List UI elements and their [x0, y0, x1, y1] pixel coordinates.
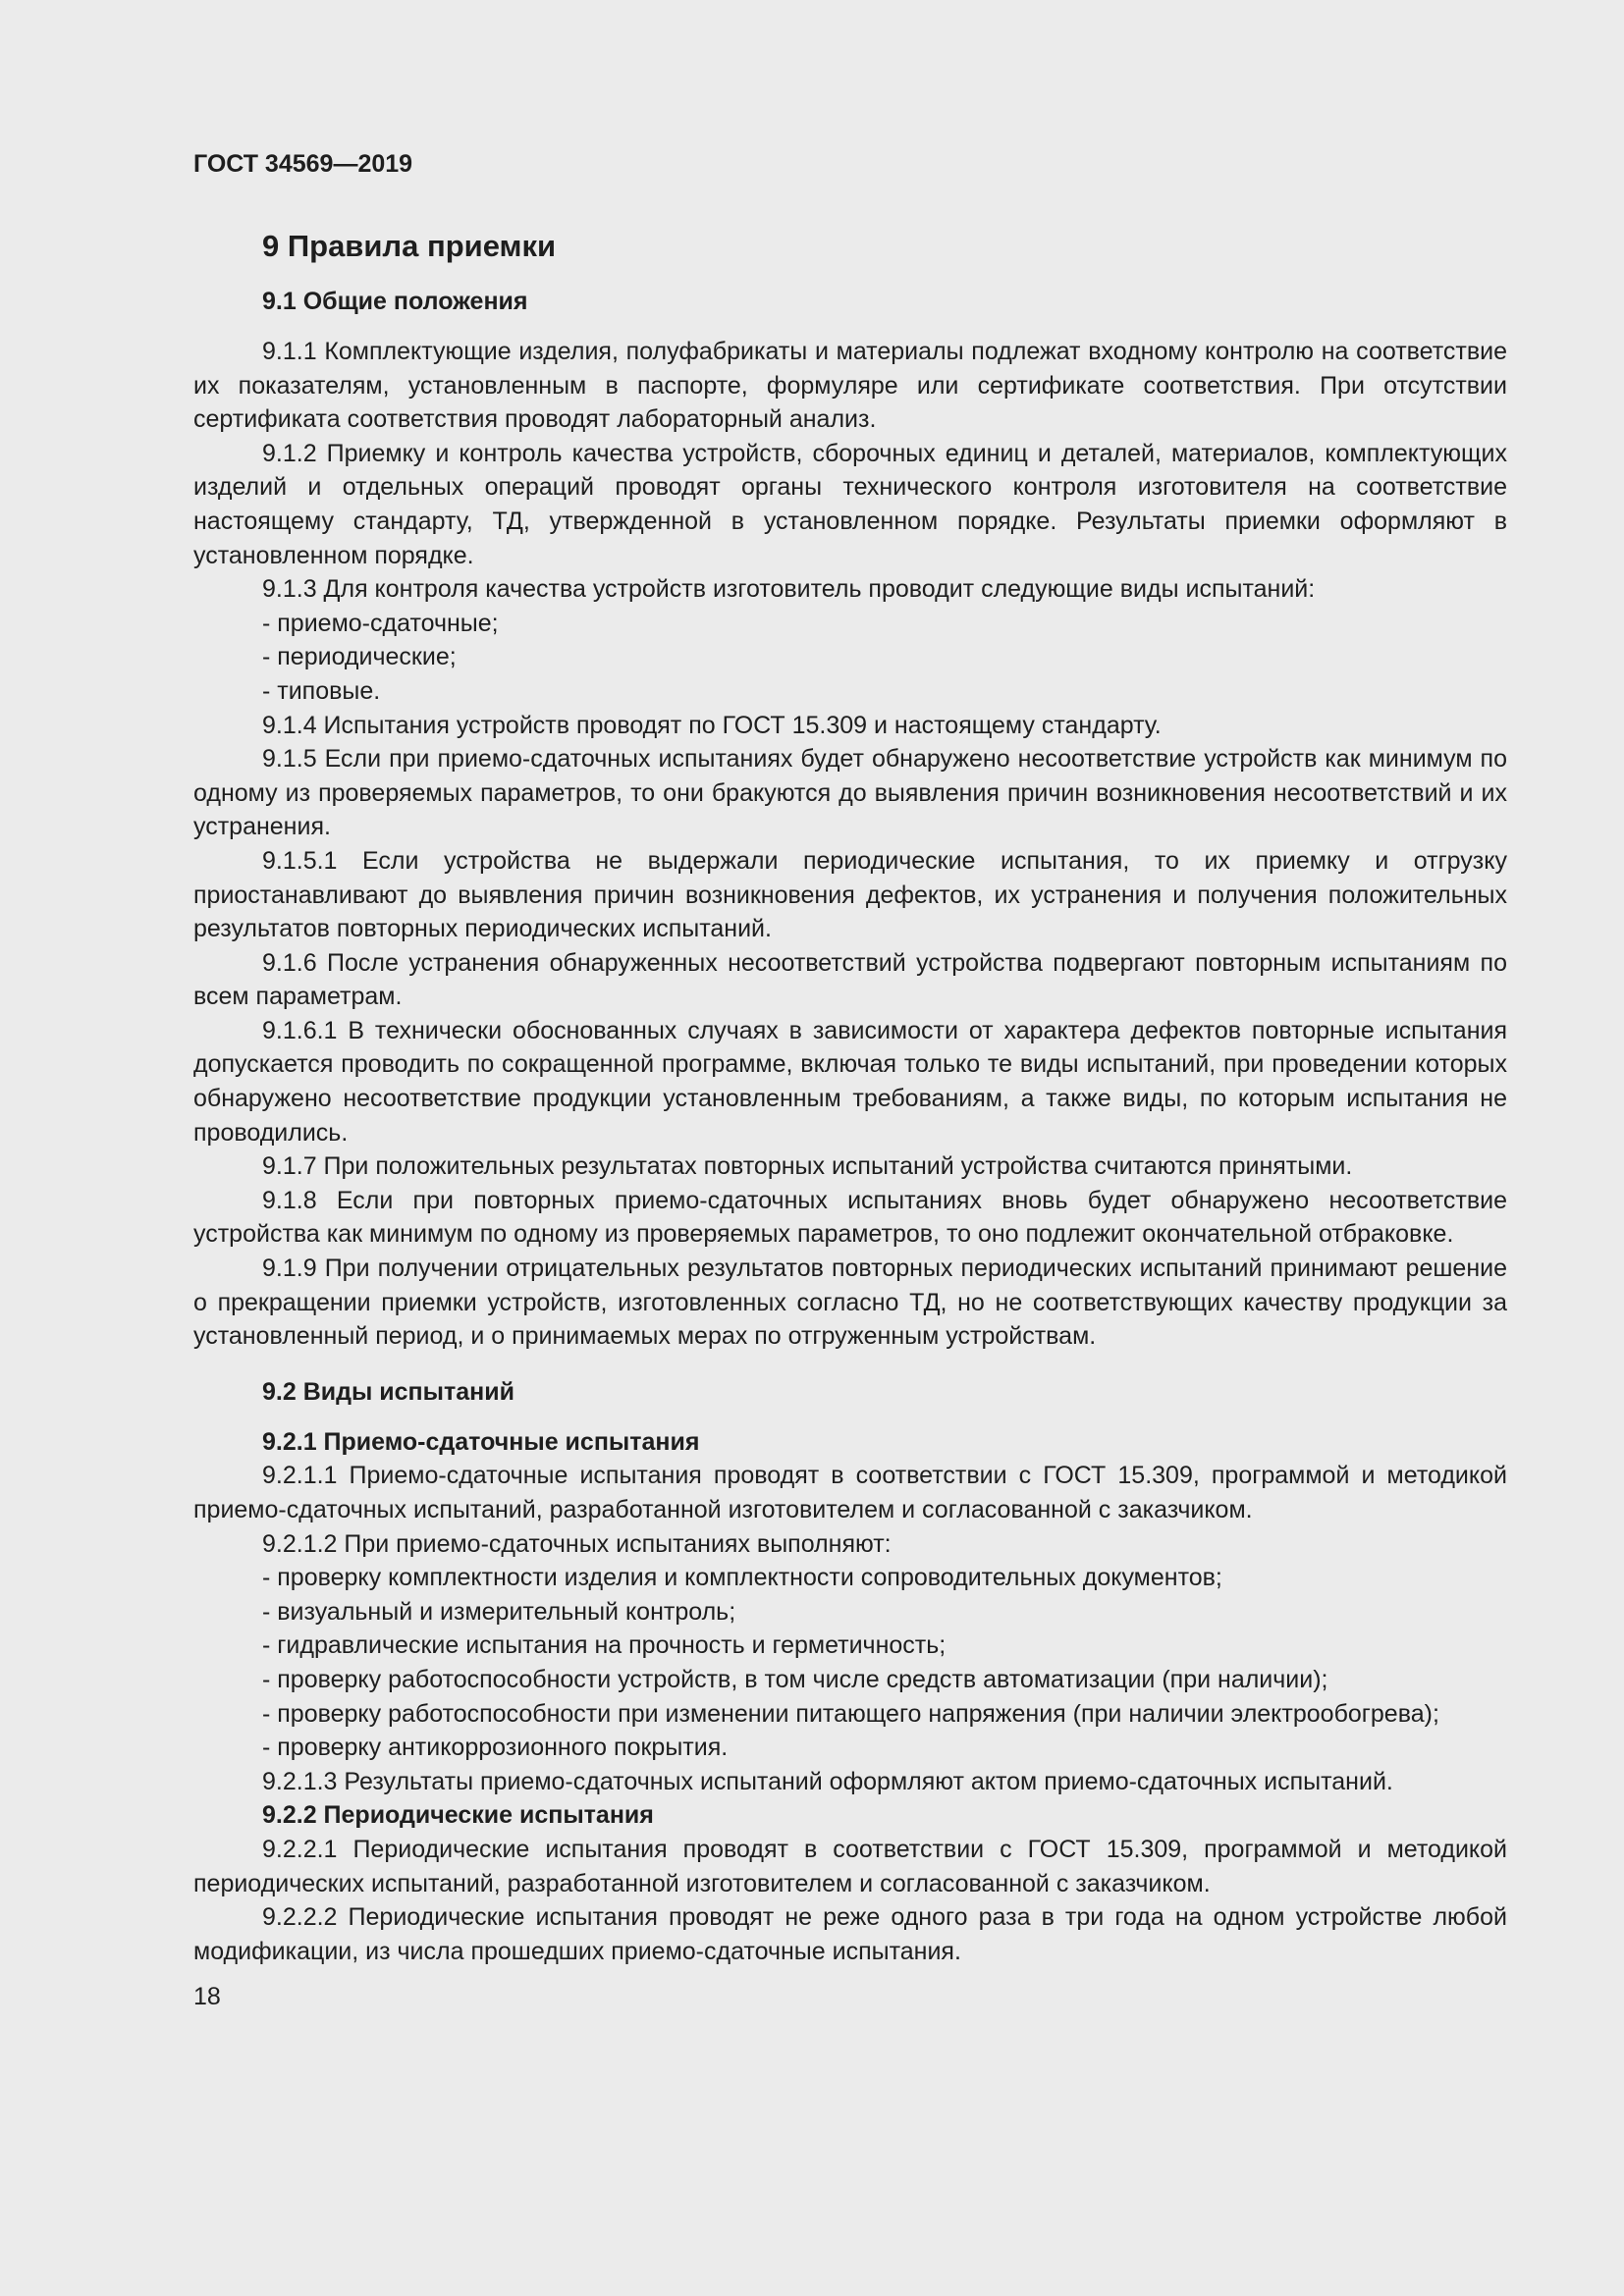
- paragraph-9-2-1-1: 9.2.1.1 Приемо-сдаточные испытания проводят в соответствии с ГОСТ 15.309, программой и методикой приемо-сдаточных испытаний, разработанной изготовителем и согласованной с заказчиком.: [193, 1462, 1507, 1523]
- paragraph-9-1-8: 9.1.8 Если при повторных приемо-сдаточных испытаниях вновь будет обнаружено несоответствие устройства как минимум по одному из проверяемых параметров, то оно подлежит окончательной отбраковке.: [193, 1186, 1507, 1249]
- paragraph-9-1-2: 9.1.2 Приемку и контроль качества устройств, сборочных единиц и деталей, материалов, комплектующих изделий и отдельных операций проводят органы технического контроля изготовителя на соответствие настоящему стандарту, ТД, утвержденной в установленном порядке. Результаты приемки оформляют в установленном порядке.: [193, 439, 1507, 569]
- paragraph-9-1-6-1: 9.1.6.1 В технически обоснованных случаях в зависимости от характера дефектов повторные испытания допускается проводить по сокращенной программе, включая только те виды испытаний, при проведении которых обнаружено несоответствие продукции установленным требованиям, а также виды, по которым испытания не проводились.: [193, 1016, 1507, 1147]
- paragraph-9-1-7: 9.1.7 При положительных результатах повторных испытаний устройства считаются принятыми.: [262, 1152, 1353, 1181]
- subsection-title-9-2: 9.2 Виды испытаний: [262, 1377, 514, 1406]
- document-page: [193, 141, 1507, 2013]
- subsubsection-title-9-2-1: 9.2.1 Приемо-сдаточные испытания: [262, 1427, 700, 1456]
- list-item: - периодические;: [262, 643, 457, 671]
- paragraph-9-1-5-1: 9.1.5.1 Если устройства не выдержали периодические испытания, то их приемку и отгрузку приостанавливают до выявления причин возникновения дефектов, их устранения и получения положительных результатов повторных периодических испытаний.: [193, 846, 1507, 943]
- list-item: - типовые.: [262, 676, 381, 705]
- list-item: - визуальный и измерительный контроль;: [262, 1597, 736, 1626]
- paragraph-9-1-6: 9.1.6 После устранения обнаруженных несоответствий устройства подвергают повторным испытаниям по всем параметрам.: [193, 948, 1507, 1011]
- list-item: - гидравлические испытания на прочность и герметичность;: [262, 1631, 947, 1660]
- paragraph-9-1-1: 9.1.1 Комплектующие изделия, полуфабрикаты и материалы подлежат входному контролю на соответствие их показателям, установленным в паспорте, формуляре или сертификате соответствия. При отсутствии сертификата соответствия проводят лабораторный анализ.: [193, 338, 1507, 434]
- paragraph-9-1-5: 9.1.5 Если при приемо-сдаточных испытаниях будет обнаружено несоответствие устройств как минимум по одному из проверяемых параметров, то они бракуются до выявления причин возникновения несоответствий и их устранения.: [193, 745, 1507, 841]
- list-item: - приемо-сдаточные;: [262, 609, 499, 637]
- list-item: - проверку антикоррозионного покрытия.: [262, 1734, 729, 1762]
- paragraph-9-2-2-2: 9.2.2.2 Периодические испытания проводят не реже одного раза в три года на одном устройстве любой модификации, из числа прошедших приемо-сдаточные испытания.: [193, 1903, 1507, 1965]
- list-item: - проверку комплектности изделия и комплектности сопроводительных документов;: [262, 1564, 1222, 1592]
- subsubsection-title-9-2-2: 9.2.2 Периодические испытания: [262, 1801, 654, 1830]
- list-item: - проверку работоспособности при изменении питающего напряжения (при наличии электрообогрева);: [262, 1699, 1439, 1728]
- paragraph-9-1-9: 9.1.9 При получении отрицательных результатов повторных периодических испытаний принимают решение о прекращении приемки устройств, изготовленных согласно ТД, но не соответствующих качеству продукции за установленный период, и о принимаемых мерах по отгруженным устройствам.: [193, 1255, 1507, 1351]
- paragraph-9-1-4: 9.1.4 Испытания устройств проводят по ГОСТ 15.309 и настоящему стандарту.: [262, 711, 1162, 739]
- paragraph-9-2-1-2: 9.2.1.2 При приемо-сдаточных испытаниях выполняют:: [262, 1529, 892, 1558]
- section-title: 9 Правила приемки: [262, 229, 557, 263]
- paragraph-9-1-3: 9.1.3 Для контроля качества устройств изготовитель проводит следующие виды испытаний:: [262, 575, 1316, 604]
- paragraph-9-2-1-3: 9.2.1.3 Результаты приемо-сдаточных испытаний оформляют актом приемо-сдаточных испытаний.: [262, 1767, 1393, 1795]
- list-item: - проверку работоспособности устройств, в том числе средств автоматизации (при наличии);: [262, 1665, 1328, 1693]
- paragraph-9-2-2-1: 9.2.2.1 Периодические испытания проводят в соответствии с ГОСТ 15.309, программой и методикой периодических испытаний, разработанной изготовителем и согласованной с заказчиком.: [193, 1835, 1507, 1897]
- subsection-title-9-1: 9.1 Общие положения: [262, 288, 528, 315]
- page-number: 18: [193, 1983, 221, 2011]
- document-header: ГОСТ 34569—2019: [193, 150, 413, 178]
